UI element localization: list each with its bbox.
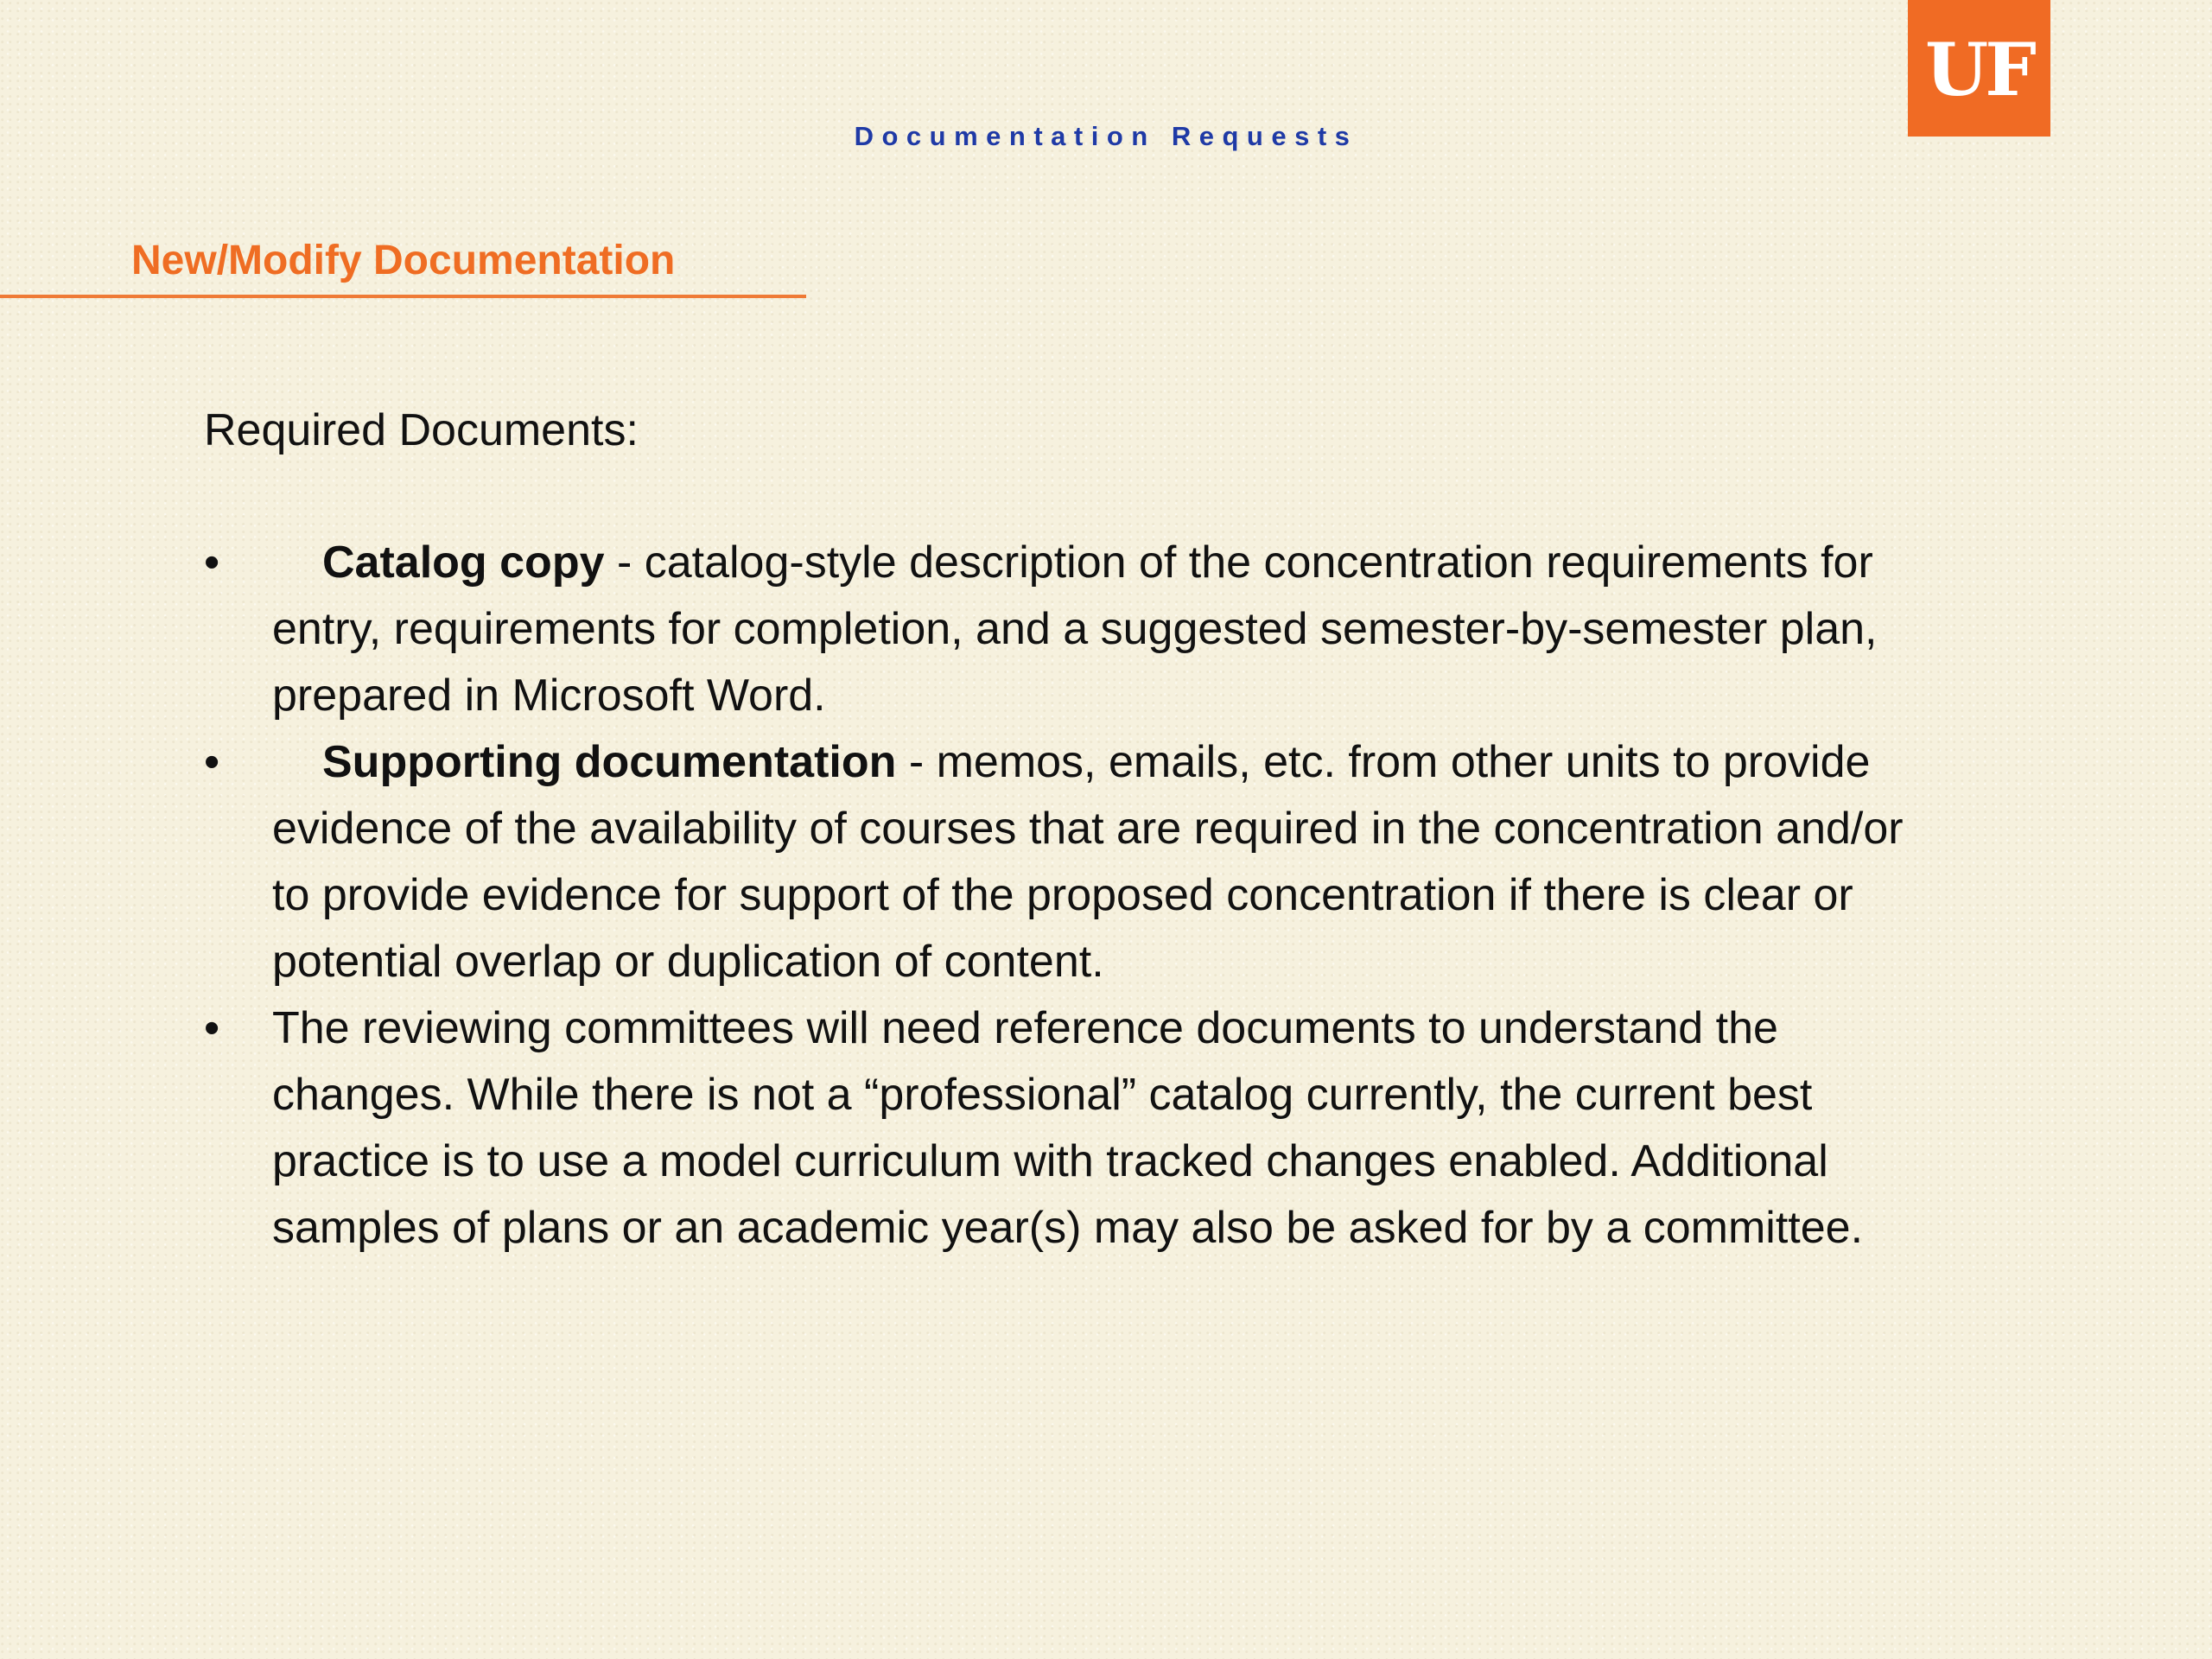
uf-logo-text: UF <box>1925 27 2033 112</box>
bullet-icon: • <box>204 537 220 588</box>
list-item-term: Supporting documentation <box>322 737 897 787</box>
section-title: New/Modify Documentation <box>131 238 676 283</box>
required-documents-heading: Required Documents: <box>204 405 639 455</box>
list-item-description: The reviewing committees will need reference documents to understand the changes. While there is not a “professional” catalog currently, the current best practice is to use a model curriculum with tracked changes enabled. Additional samples of plans or an academic year(s) may also be asked for by a committee. <box>272 1003 1864 1253</box>
list-item <box>204 995 1932 1262</box>
requirements-list <box>204 530 1932 1262</box>
bullet-icon: • <box>204 737 220 787</box>
list-item-text <box>272 530 1905 729</box>
list-item-text <box>272 995 1905 1262</box>
list-item-description: - catalog-style description of the concentration requirements for entry, requirements for completion, and a suggested semester-by-semester plan, prepared in Microsoft Word. <box>272 537 1878 721</box>
list-item <box>204 729 1932 995</box>
list-item-text <box>272 729 1905 995</box>
header-title: Documentation Requests <box>854 121 1358 151</box>
section-divider <box>0 295 806 298</box>
bullet-icon: • <box>204 1003 220 1053</box>
uf-logo <box>1908 0 2050 137</box>
list-item-description: - memos, emails, etc. from other units to provide evidence of the availability of courses that are required in the concentration and/or to provide evidence for support of the proposed concentration if there is clear or potential overlap or duplication of content. <box>272 737 1904 987</box>
list-item <box>204 530 1932 729</box>
slide-content <box>204 397 1932 1262</box>
list-item-term: Catalog copy <box>322 537 605 588</box>
